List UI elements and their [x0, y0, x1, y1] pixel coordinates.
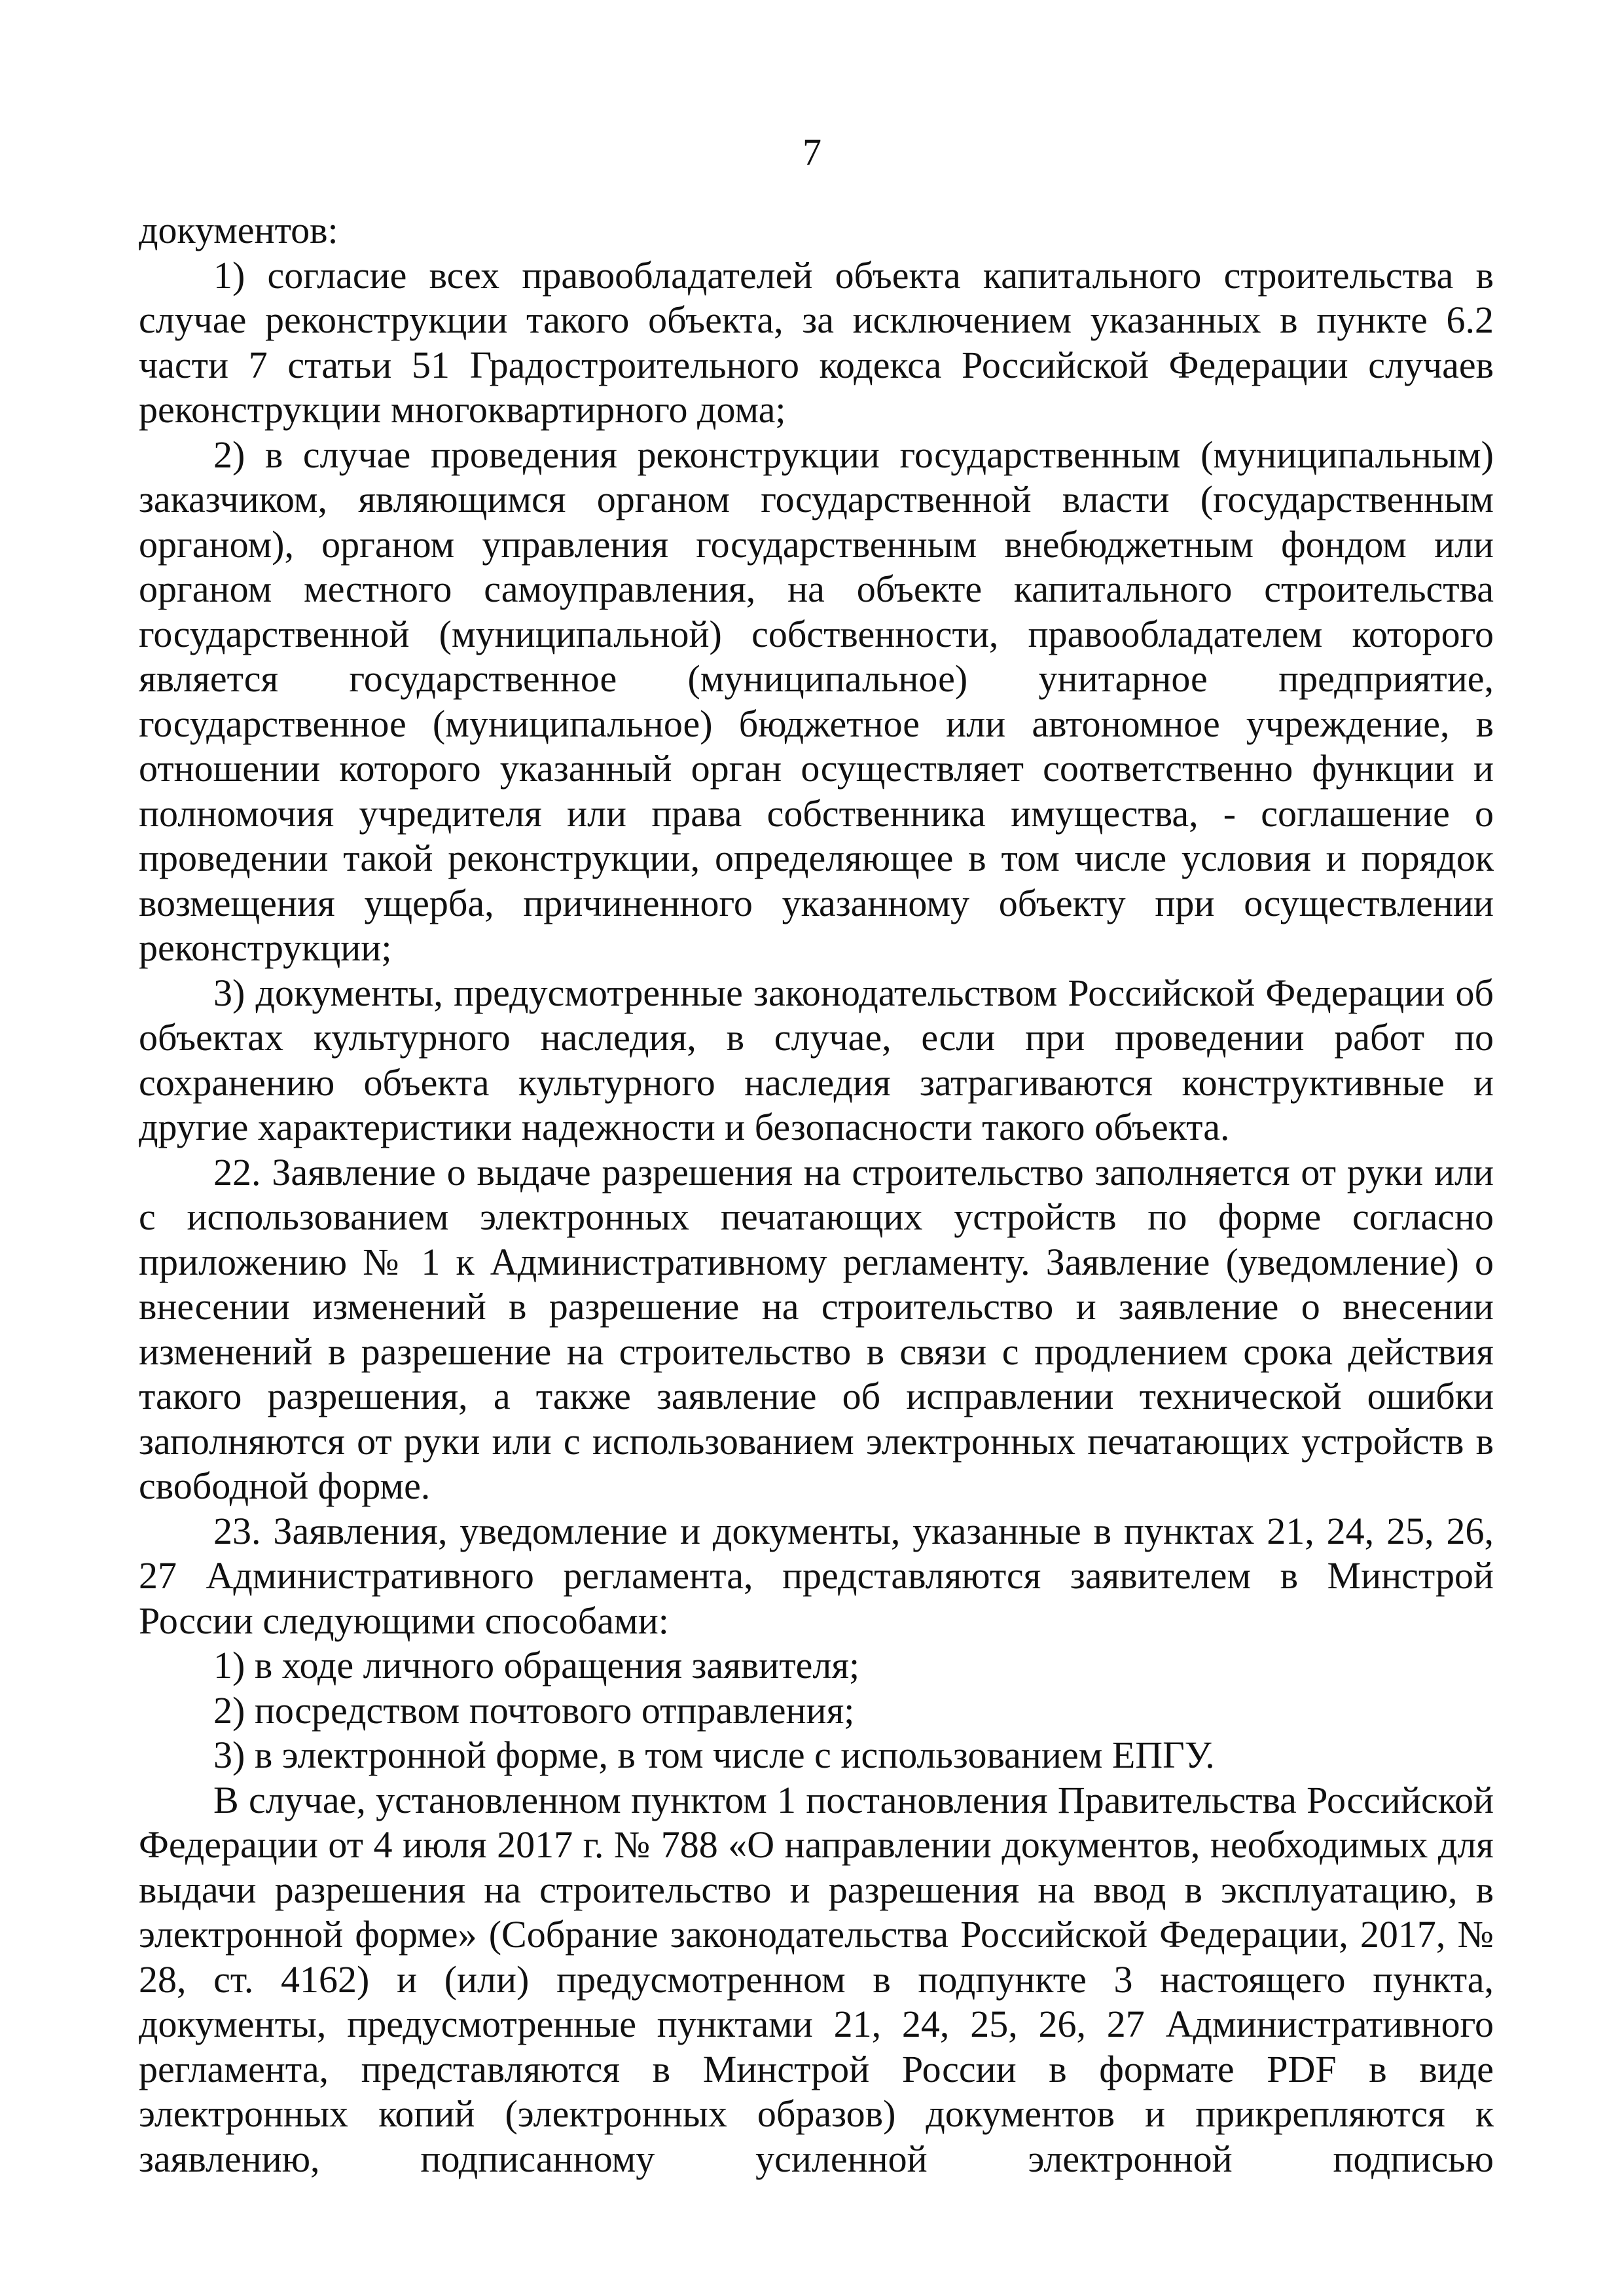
page-number: 7 — [803, 131, 821, 173]
paragraph-item-3: 3) документы, предусмотренные законодательством Российской Федерации об объектах культурного наследия, в случае, если при проведении работ по сохранению объекта культурного наследия затрагиваются конструктивные и другие характеристики надежности и безопасности такого объекта. — [139, 971, 1494, 1148]
paragraph-22: 22. Заявление о выдаче разрешения на строительство заполняется от руки или с использованием электронных печатающих устройств по форме согласно приложению № 1 к Административному регламенту. Заявление (уведомление) о внесении изменений в разрешение на строительство и заявление о внесении изменений в разрешение на строительство в связи с продлением срока действия такого разрешения, а также заявление об исправлении технической ошибки заполняются от руки или с использованием электронных печатающих устройств в свободной форме. — [139, 1150, 1494, 1507]
document-body — [139, 208, 1494, 2181]
paragraph-continuation: документов: — [139, 209, 338, 251]
paragraph-case: В случае, установленном пунктом 1 постановления Правительства Российской Федерации от 4 июля 2017 г. № 788 «О направлении документов, необходимых для выдачи разрешения на строительство и разрешения на ввод в эксплуатацию, в электронной форме» (Собрание законодательства Российской Федерации, 2017, № 28, ст. 4162) и (или) предусмотренном в подпункте 3 настоящего пункта, документы, предусмотренные пунктами 21, 24, 25, 26, 27 Административного регламента, представляются в Минстрой России в формате PDF в виде электронных копий (электронных образов) документов и прикрепляются к заявлению, подписанному усиленной электронной подписью — [139, 1778, 1494, 2180]
paragraph-23: 23. Заявления, уведомление и документы, указанные в пунктах 21, 24, 25, 26, 27 Административного регламента, представляются заявителем в Минстрой России следующими способами: — [139, 1509, 1494, 1642]
paragraph-method-1: 1) в ходе личного обращения заявителя; — [213, 1644, 860, 1686]
paragraph-method-3: 3) в электронной форме, в том числе с использованием ЕПГУ. — [213, 1734, 1215, 1776]
paragraph-method-2: 2) посредством почтового отправления; — [213, 1688, 855, 1732]
paragraph-item-2: 2) в случае проведения реконструкции государственным (муниципальным) заказчиком, являющимся органом государственной власти (государственным органом), органом управления государственным внебюджетным фондом или органом местного самоуправления, на объекте капитального строительства государственной (муниципальной) собственности, правообладателем которого является государственное (муниципальное) унитарное предприятие, государственное (муниципальное) бюджетное или автономное учреждение, в отношении которого указанный орган осуществляет соответственно функции и полномочия учредителя или права собственника имущества, - соглашение о проведении такой реконструкции, определяющее в том числе условия и порядок возмещения ущерба, причиненного указанному объекту при осуществлении реконструкции; — [139, 433, 1494, 969]
paragraph-item-1: 1) согласие всех правообладателей объекта капитального строительства в случае реконструкции такого объекта, за исключением указанных в пункте 6.2 части 7 статьи 51 Градостроительного кодекса Российской Федерации случаев реконструкции многоквартирного дома; — [139, 253, 1494, 431]
